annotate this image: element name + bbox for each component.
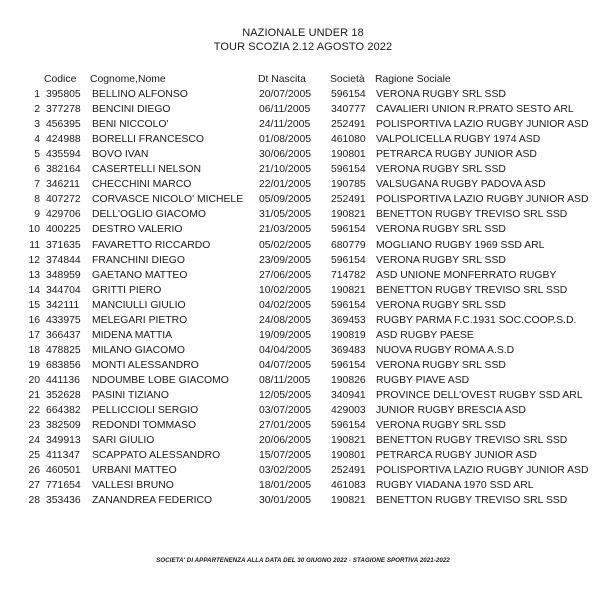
birth-date: 21/10/2005: [259, 164, 312, 176]
society-code: 190785: [331, 179, 366, 191]
club-name: BENETTON RUGBY TREVISO SRL SSD: [376, 435, 568, 447]
society-code: 252491: [331, 194, 366, 206]
club-name: POLISPORTIVA LAZIO RUGBY JUNIOR ASD: [376, 465, 589, 477]
player-code: 441136: [46, 374, 80, 386]
column-header-society: Società: [330, 74, 365, 85]
society-code: 190801: [331, 450, 366, 462]
player-code: 353436: [46, 495, 81, 507]
birth-date: 20/06/2005: [259, 435, 312, 447]
player-name: BELLINO ALFONSO: [92, 89, 188, 100]
player-code: 411347: [46, 450, 80, 462]
row-number: 8: [34, 194, 40, 206]
table-row: [0, 134, 606, 148]
table-row: [0, 480, 606, 494]
birth-date: 12/05/2005: [259, 390, 312, 401]
player-code: 349913: [46, 435, 81, 447]
club-name: PROVINCE DELL'OVEST RUGBY SSD ARL: [376, 390, 583, 401]
club-name: NUOVA RUGBY ROMA A.S.D: [376, 344, 515, 356]
player-code: 429706: [46, 209, 81, 221]
table-row: [0, 435, 606, 449]
club-name: VALSUGANA RUGBY PADOVA ASD: [376, 179, 546, 191]
row-number: 16: [28, 314, 40, 326]
birth-date: 03/07/2005: [259, 405, 312, 417]
row-number: 19: [28, 359, 40, 371]
player-code: 382164: [46, 164, 81, 176]
row-number: 25: [28, 450, 40, 462]
birth-date: 30/01/2005: [259, 495, 312, 507]
player-code: 348959: [46, 269, 81, 281]
birth-date: 04/02/2005: [259, 299, 312, 311]
player-code: 346211: [46, 179, 80, 191]
player-name: GAETANO MATTEO: [92, 269, 188, 281]
row-number: 7: [34, 179, 40, 191]
club-name: BENETTON RUGBY TREVISO SRL SSD: [376, 495, 568, 507]
club-name: RUGBY VIADANA 1970 SSD ARL: [376, 480, 534, 492]
column-header-birth-date: Dt Nascita: [258, 74, 306, 85]
birth-date: 23/09/2005: [259, 254, 312, 266]
birth-date: 30/06/2005: [259, 149, 312, 161]
birth-date: 10/02/2005: [259, 284, 312, 296]
player-name: VALLESI BRUNO: [92, 480, 174, 492]
table-row: [0, 209, 606, 223]
player-name: MANCIULLI GIULIO: [92, 299, 186, 311]
player-name: CHECCHINI MARCO: [92, 179, 192, 191]
player-name: BOVO IVAN: [92, 149, 149, 161]
player-name: BENI NICCOLO': [92, 119, 169, 131]
table-row: [0, 194, 606, 208]
society-code: 369453: [331, 314, 366, 326]
player-name: CORVASCE NICOLO' MICHELE: [92, 194, 244, 206]
player-name: NDOUMBE LOBE GIACOMO: [92, 374, 229, 386]
row-number: 5: [34, 149, 40, 161]
player-name: BORELLI FRANCESCO: [92, 134, 205, 146]
club-name: VERONA RUGBY SRL SSD: [376, 89, 506, 100]
society-code: 461080: [331, 134, 366, 146]
club-name: PETRARCA RUGBY JUNIOR ASD: [376, 149, 537, 161]
society-code: 596154: [331, 359, 366, 371]
society-code: 680779: [331, 239, 366, 251]
birth-date: 05/02/2005: [259, 239, 312, 251]
column-header-club-name: Ragione Sociale: [375, 74, 451, 85]
player-name: GRITTI PIERO: [92, 284, 162, 296]
table-row: [0, 240, 606, 254]
table-row: [0, 119, 606, 133]
club-name: VERONA RUGBY SRL SSD: [376, 420, 506, 432]
player-code: 371635: [46, 239, 81, 251]
player-name: MELEGARI PIETRO: [92, 314, 188, 326]
player-code: 424988: [46, 134, 81, 146]
player-code: 478825: [46, 344, 81, 356]
player-name: FAVARETTO RICCARDO: [92, 239, 211, 251]
player-code: 435594: [46, 149, 81, 161]
birth-date: 05/09/2005: [259, 194, 312, 206]
society-code: 369483: [331, 344, 366, 356]
society-code: 461083: [331, 480, 366, 492]
table-row: [0, 330, 606, 344]
row-number: 13: [28, 269, 40, 281]
club-name: VERONA RUGBY SRL SSD: [376, 224, 506, 236]
table-row: [0, 360, 606, 374]
birth-date: 27/06/2005: [259, 269, 312, 281]
society-code: 190821: [331, 284, 366, 296]
club-name: BENETTON RUGBY TREVISO SRL SSD: [376, 284, 568, 296]
row-number: 11: [29, 239, 40, 251]
club-name: CAVALIERI UNION R.PRATO SESTO ARL: [376, 104, 574, 116]
player-name: URBANI MATTEO: [92, 465, 177, 477]
birth-date: 20/07/2005: [259, 89, 312, 100]
table-row: [0, 420, 606, 434]
society-code: 190821: [331, 435, 366, 447]
table-header: [0, 74, 606, 88]
column-header-name: Cognome,Nome: [90, 74, 166, 85]
player-name: MIDENA MATTIA: [92, 329, 173, 341]
club-name: VERONA RUGBY SRL SSD: [376, 359, 506, 371]
player-code: 664382: [46, 405, 81, 417]
row-number: 14: [28, 284, 40, 296]
table-row: [0, 465, 606, 479]
row-number: 15: [28, 299, 40, 311]
society-code: 429003: [331, 405, 366, 417]
society-code: 190819: [331, 329, 366, 341]
row-number: 18: [28, 344, 40, 356]
player-name: DESTRO VALERIO: [92, 224, 183, 236]
player-name: DELL'OGLIO GIACOMO: [92, 209, 206, 221]
row-number: 12: [28, 254, 40, 266]
table-row: [0, 450, 606, 464]
society-code: 596154: [331, 254, 366, 266]
club-name: VALPOLICELLA RUGBY 1974 ASD: [376, 134, 541, 146]
birth-date: 21/03/2005: [259, 224, 312, 236]
club-name: POLISPORTIVA LAZIO RUGBY JUNIOR ASD: [376, 119, 589, 131]
table-row: [0, 270, 606, 284]
society-code: 190821: [331, 209, 366, 221]
club-name: PETRARCA RUGBY JUNIOR ASD: [376, 450, 537, 462]
club-name: RUGBY PARMA F.C.1931 SOC.COOP.S.D.: [376, 314, 577, 326]
birth-date: 04/04/2005: [259, 344, 312, 356]
page-subtitle: TOUR SCOZIA 2.12 AGOSTO 2022: [213, 41, 393, 53]
club-name: BENETTON RUGBY TREVISO SRL SSD: [376, 209, 568, 221]
club-name: RUGBY PIAVE ASD: [376, 374, 470, 386]
player-name: CASERTELLI NELSON: [92, 164, 201, 176]
table-row: [0, 164, 606, 178]
society-code: 596154: [331, 299, 366, 311]
player-code: 366437: [46, 329, 81, 341]
society-code: 340941: [331, 390, 366, 401]
table-row: [0, 390, 606, 404]
player-code: 352628: [46, 390, 81, 401]
birth-date: 15/07/2005: [259, 450, 312, 462]
club-name: VERONA RUGBY SRL SSD: [376, 299, 506, 311]
row-number: 26: [28, 465, 40, 477]
row-number: 3: [34, 119, 40, 131]
birth-date: 24/11/2005: [259, 119, 311, 131]
row-number: 10: [28, 224, 40, 236]
row-number: 9: [34, 209, 40, 221]
column-header-code: Codice: [44, 74, 77, 85]
society-code: 714782: [331, 269, 366, 281]
player-code: 433975: [46, 314, 81, 326]
row-number: 1: [34, 89, 40, 100]
row-number: 20: [28, 374, 40, 386]
table-row: [0, 89, 606, 103]
table-row: [0, 495, 606, 509]
row-number: 23: [28, 420, 40, 432]
society-code: 596154: [331, 420, 366, 432]
society-code: 190821: [331, 495, 366, 507]
birth-date: 04/07/2005: [259, 359, 312, 371]
player-name: REDONDI TOMMASO: [92, 420, 197, 432]
birth-date: 27/01/2005: [259, 420, 312, 432]
player-code: 456395: [46, 119, 81, 131]
club-name: ASD RUGBY PAESE: [376, 329, 474, 341]
player-name: ZANANDREA FEDERICO: [92, 495, 213, 507]
table-row: [0, 375, 606, 389]
table-row: [0, 149, 606, 163]
row-number: 24: [28, 435, 40, 447]
birth-date: 06/11/2005: [259, 104, 311, 116]
row-number: 27: [28, 480, 40, 492]
player-name: SCAPPATO ALESSANDRO: [92, 450, 221, 462]
table-row: [0, 345, 606, 359]
birth-date: 03/02/2005: [259, 465, 312, 477]
player-code: 407272: [46, 194, 81, 206]
society-code: 190801: [331, 149, 366, 161]
table-row: [0, 285, 606, 299]
footer-note: SOCIETA' DI APPARTENENZA ALLA DATA DEL 30 GIUGNO 2022 - STAGIONE SPORTIVA 2021-2022: [156, 557, 450, 564]
club-name: ASD UNIONE MONFERRATO RUGBY: [376, 269, 557, 281]
table-row: [0, 300, 606, 314]
player-name: PELLICCIOLI SERGIO: [92, 405, 199, 417]
row-number: 21: [28, 390, 40, 401]
player-code: 771654: [46, 480, 81, 492]
player-name: FRANCHINI DIEGO: [92, 254, 185, 266]
player-name: PASINI TIZIANO: [92, 390, 169, 401]
player-name: MONTI ALESSANDRO: [92, 359, 199, 371]
birth-date: 01/08/2005: [259, 134, 312, 146]
society-code: 340777: [331, 104, 366, 116]
birth-date: 31/05/2005: [259, 209, 312, 221]
table-row: [0, 224, 606, 238]
club-name: VERONA RUGBY SRL SSD: [376, 254, 506, 266]
row-number: 6: [34, 164, 40, 176]
player-code: 344704: [46, 284, 81, 296]
birth-date: 19/09/2005: [259, 329, 312, 341]
row-number: 2: [34, 104, 40, 116]
club-name: JUNIOR RUGBY BRESCIA ASD: [376, 405, 526, 417]
row-number: 28: [28, 495, 40, 507]
row-number: 4: [34, 134, 40, 146]
player-code: 683856: [46, 359, 81, 371]
birth-date: 22/01/2005: [259, 179, 312, 191]
player-code: 395805: [46, 89, 81, 100]
player-code: 377278: [46, 104, 81, 116]
club-name: POLISPORTIVA LAZIO RUGBY JUNIOR ASD: [376, 194, 589, 206]
table-row: [0, 179, 606, 193]
player-code: 460501: [46, 465, 81, 477]
table-row: [0, 104, 606, 118]
society-code: 252491: [331, 119, 366, 131]
society-code: 190826: [331, 374, 366, 386]
society-code: 252491: [331, 465, 366, 477]
birth-date: 08/11/2005: [259, 374, 311, 386]
player-code: 342111: [46, 299, 80, 311]
player-name: MILANO GIACOMO: [92, 344, 185, 356]
club-name: VERONA RUGBY SRL SSD: [376, 164, 506, 176]
club-name: MOGLIANO RUGBY 1969 SSD ARL: [376, 239, 545, 251]
table-row: [0, 405, 606, 419]
player-name: BENCINI DIEGO: [92, 104, 171, 116]
page-title: NAZIONALE UNDER 18: [242, 27, 364, 39]
player-code: 400225: [46, 224, 81, 236]
table-row: [0, 255, 606, 269]
player-name: SARI GIULIO: [92, 435, 155, 447]
birth-date: 18/01/2005: [259, 480, 312, 492]
player-code: 382509: [46, 420, 81, 432]
row-number: 22: [28, 405, 40, 417]
table-row: [0, 315, 606, 329]
birth-date: 24/08/2005: [259, 314, 312, 326]
row-number: 17: [28, 329, 40, 341]
society-code: 596154: [331, 164, 366, 176]
society-code: 596154: [331, 224, 366, 236]
society-code: 596154: [331, 89, 366, 100]
player-code: 374844: [46, 254, 81, 266]
